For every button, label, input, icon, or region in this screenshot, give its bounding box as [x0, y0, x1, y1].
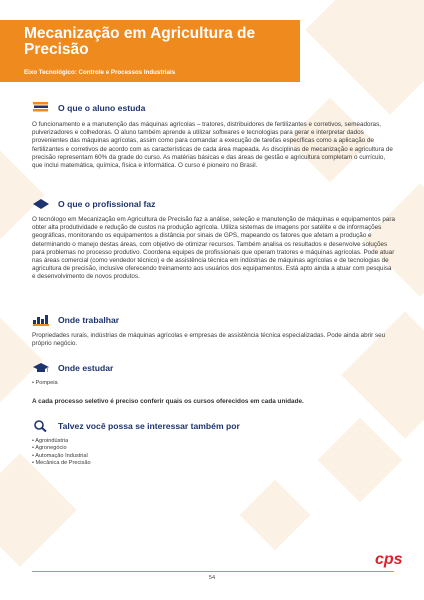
list-item: • Automação Industrial [32, 453, 91, 460]
page-title: Mecanização em Agricultura de Precisão [24, 25, 256, 58]
footer-divider [32, 571, 394, 572]
section-title-interesse: Talvez você possa se interessar também por [58, 421, 240, 431]
list-item: • Agroindústria [32, 438, 91, 445]
books-icon [32, 101, 50, 113]
list-item: • Mecânica de Precisão [32, 460, 91, 467]
interesse-list [32, 438, 91, 468]
section-text-aluno: O funcionamento e a manutenção das máquinas agrícolas – tratores, distribuidores de fertilizantes e corretivos, semeadoras, pulverizadores e colhedoras. O aluno também aprende a utilizar softwares e tecnologias para gerar e interpretar dados provenientes das máquinas agrícolas, assim como para comandar a execução de tarefas específicas como a aplicação de fertilizantes e corretivos de acordo com as características de cada área mapeada. As disciplinas de mecanização e agricultura de precisão representam 60% da grade do curso. As matérias básicas e das áreas de gestão e agricultura completam o currículo, que inclui matemática, química, física e informática. O curso é pioneiro no Brasil. [32, 121, 393, 170]
city-icon [32, 314, 50, 326]
selection-note: A cada processo seletivo é preciso conferir quais os cursos oferecidos em cada unidade. [32, 398, 304, 405]
page-subtitle: Eixo Tecnológico: Controle e Processos Industriais [24, 69, 176, 76]
estudar-list [32, 380, 58, 387]
graduation-cap-icon [32, 362, 50, 374]
section-title-estudar: Onde estudar [58, 363, 114, 373]
cps-logo [374, 548, 408, 570]
cap-icon [32, 198, 50, 210]
section-text-profissional: O tecnólogo em Mecanização em Agricultura de Precisão faz a análise, seleção e manutenção de máquinas e equipamentos para obter alta produtividade e redução de custos na produção agrícola. Utiliza sistemas de imagens por satélite e de informações geográficas, monitorando os equipamentos a distância por sinais de GPS, mapeando os fatores que afetam a produção e determinando o manejo destas áreas, com objetivo de otimizar recursos. Também analisa os resultados e desenvolve soluções para problemas no processo produtivo. Coordena equipes de profissionais que operam tratores e máquinas agrícolas. Pode atuar nas áreas comercial (como vendedor técnico) e de assistência técnica em indústrias de máquinas agrícolas e de tecnologias de agricultura de precisão, inclusive oferecendo treinamento aos usuários dos equipamentos. Está apto ainda a atuar com pesquisa e desenvolvimento de novos produtos. [32, 216, 395, 281]
header-banner [0, 20, 300, 82]
section-title-profissional: O que o profissional faz [58, 199, 156, 209]
list-item: • Pompeia [32, 380, 58, 387]
section-text-trabalhar: Propriedades rurais, indústrias de máquinas agrícolas e empresas de assistência técnica especializadas. Pode ainda abrir seu próprio negócio. [32, 332, 386, 348]
section-title-aluno: O que o aluno estuda [58, 103, 146, 113]
list-item: • Agronegócio [32, 445, 91, 452]
magnifier-icon [32, 420, 50, 432]
section-title-trabalhar: Onde trabalhar [58, 315, 120, 325]
svg-text:cps: cps [375, 551, 403, 568]
page-number: 54 [208, 575, 216, 581]
